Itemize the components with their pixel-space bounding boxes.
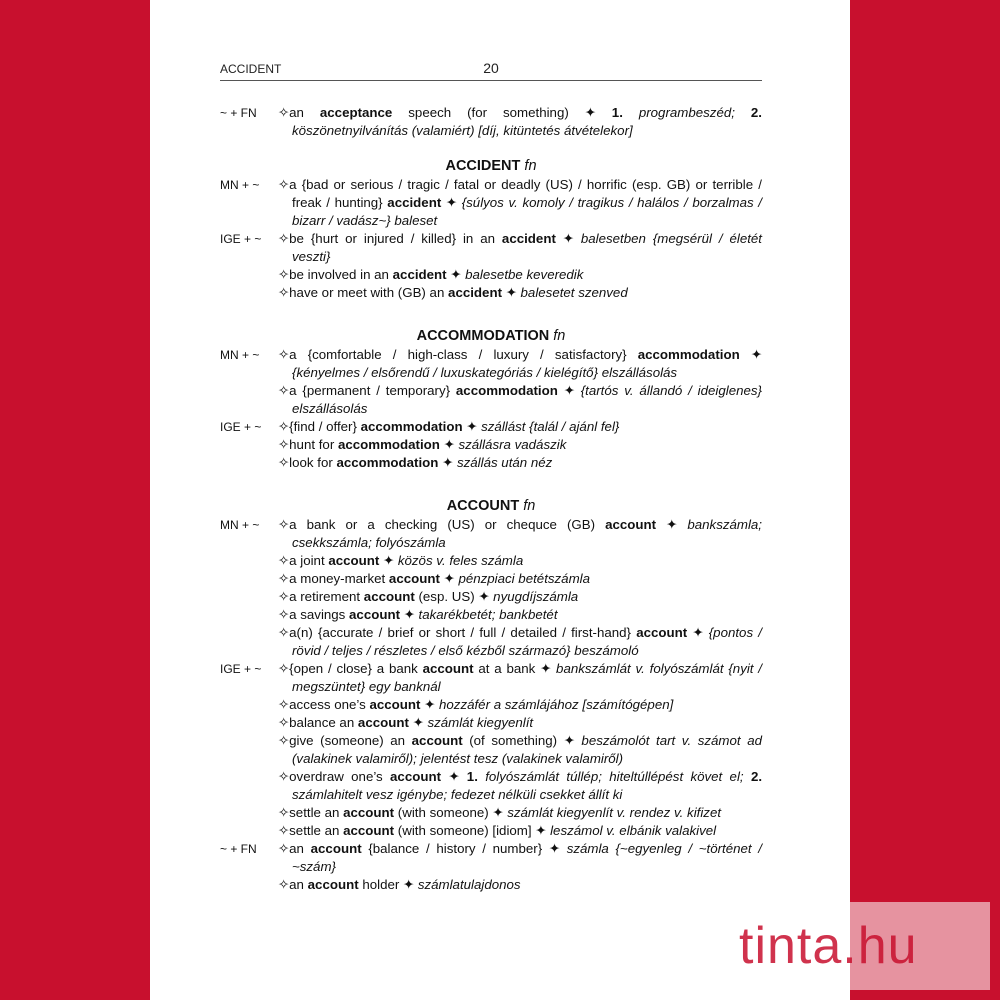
collocation-row [220,732,762,768]
entry: ✧ an account holder ✦ számlatulajdonos [278,876,762,894]
headword-accommodation: ACCOMMODATION fn [416,328,566,344]
entry: ✧ an account {balance / history / number} ✦ számla {~egyenleg / ~történet / ~szám} [278,840,762,876]
entry: ✧ be involved in an accident ✦ balesetbe keveredik [278,266,762,284]
entry: ✧ a(n) {accurate / brief or short / full / detailed / first-hand} account ✦ {pontos / rövid / teljes / részletes / első kézből származó} beszámoló [278,624,762,660]
entry: ✧ settle an account (with someone) [idiom] ✦ leszámol v. elbánik valakivel [278,822,762,840]
entry: ✧ a {permanent / temporary} accommodation ✦ {tartós v. állandó / ideiglenes} elszállásolás [278,382,762,418]
pattern-label: IGE + ~ [220,662,262,676]
entry: ✧ a bank or a checking (US) or chequce (GB) account ✦ bankszámla; csekkszámla; folyószámla [278,516,762,552]
headword-account: ACCOUNT fn [446,498,536,514]
entry: ✧ a {comfortable / high-class / luxury / satisfactory} accommodation ✦ {kényelmes / elsőrendű / luxuskategóriás / kielégítő} elszállásolás [278,346,762,382]
entry: ✧ look for accommodation ✦ szállás után néz [278,454,762,472]
collocation-row [220,624,762,660]
entry: ✧ balance an account ✦ számlát kiegyenlít [278,714,762,732]
collocation-row [220,176,762,230]
collocation-row [220,230,762,266]
entry: ✧ {open / close} a bank account at a bank ✦ bankszámlát v. folyószámlát {nyit / megszüntet} egy banknál [278,660,762,696]
page-number: 20 [483,60,499,76]
collocation-row [220,606,762,624]
entry: ✧ give (someone) an account (of something) ✦ beszámolót tart v. számot ad (valakinek valamiről); jelentést tesz (valakinek valamiről) [278,732,762,768]
collocation-row [220,822,762,840]
tinta-watermark [735,902,990,990]
entry: ✧ access one’s account ✦ hozzáfér a számlájához [számítógépen] [278,696,762,714]
collocation-row [220,552,762,570]
entry: ✧ hunt for accommodation ✦ szállásra vadászik [278,436,762,454]
pattern-label: IGE + ~ [220,232,262,246]
entry: ✧ a joint account ✦ közös v. feles számla [278,552,762,570]
collocation-row [220,418,762,436]
collocation-row [220,876,762,894]
collocation-row [220,804,762,822]
running-head-title: ACCIDENT [220,62,282,76]
entry: ✧ a retirement account (esp. US) ✦ nyugdíjszámla [278,588,762,606]
collocation-row [220,454,762,472]
pattern-label: MN + ~ [220,178,260,192]
entry: ✧ have or meet with (GB) an accident ✦ balesetet szenved [278,284,762,302]
watermark-text: tinta.hu [739,917,918,975]
pattern-label: ~ + FN [220,842,257,856]
headword-accident: ACCIDENT fn [445,158,537,174]
dictionary-content [220,104,762,894]
entry: ✧ overdraw one’s account ✦ 1. folyószámlát túllép; hiteltúllépést követ el; 2. számlahitelt vesz igénybe; fedezet nélküli csekket állít ki [278,768,762,804]
collocation-row [220,840,762,876]
collocation-row [220,516,762,552]
entry: ✧ a savings account ✦ takarékbetét; bankbetét [278,606,762,624]
dictionary-page [150,0,850,1000]
entry: ✧ a {bad or serious / tragic / fatal or deadly (US) / horrific (esp. GB) or terrible / freak / hunting} accident ✦ {súlyos v. komoly / tragikus / halálos / borzalmas / bizarr / vadász~} baleset [278,176,762,230]
collocation-row [220,768,762,804]
collocation-row [220,382,762,418]
collocation-row [220,104,762,140]
collocation-row [220,588,762,606]
entry: ✧ a money-market account ✦ pénzpiaci betétszámla [278,570,762,588]
collocation-row [220,660,762,696]
entry: ✧ be {hurt or injured / killed} in an accident ✦ balesetben {megsérül / életét veszti} [278,230,762,266]
collocation-row [220,696,762,714]
pattern-label: MN + ~ [220,518,260,532]
pattern-label: IGE + ~ [220,420,262,434]
collocation-row [220,714,762,732]
running-head [220,60,762,81]
entry: ✧ settle an account (with someone) ✦ számlát kiegyenlít v. rendez v. kifizet [278,804,762,822]
collocation-row [220,436,762,454]
pattern-label: ~ + FN [220,106,257,120]
entry: ✧ {find / offer} accommodation ✦ szállást {talál / ajánl fel} [278,418,762,436]
pattern-label: MN + ~ [220,348,260,362]
collocation-row [220,266,762,284]
collocation-row [220,570,762,588]
collocation-row [220,346,762,382]
collocation-row [220,284,762,302]
entry: ✧ an acceptance speech (for something) ✦ 1. programbeszéd; 2. köszönetnyilvánítás (valamiért) [díj, kitüntetés átvételekor] [278,104,762,140]
